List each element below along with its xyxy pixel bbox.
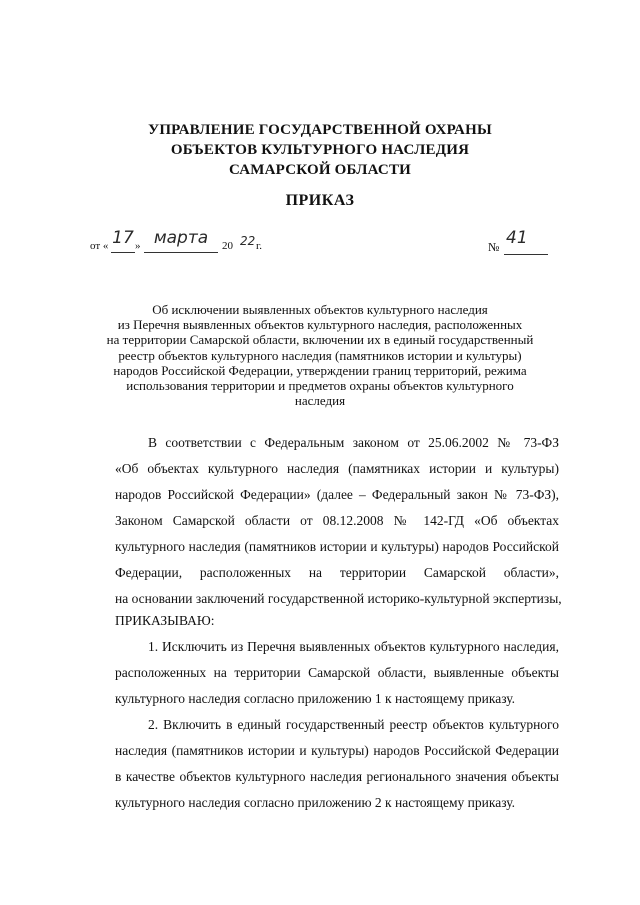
date-month-handwritten: марта	[153, 228, 209, 248]
body-line: наследия (памятников истории и культуры) народов Российской Федерации	[115, 743, 559, 758]
body-line: в качестве объектов культурного наследия регионального значения объекты	[115, 769, 559, 784]
number-value-handwritten: 41	[506, 228, 528, 248]
body-line: «Об объектах культурного наследия (памятниках истории и культуры)	[115, 461, 559, 476]
subject-line: использования территории и предметов охраны объектов культурного	[126, 378, 514, 394]
body-line: 2. Включить в единый государственный реестр объектов культурного	[148, 717, 559, 732]
order-date	[90, 228, 290, 258]
organization-title-line: САМАРСКОЙ ОБЛАСТИ	[228, 162, 412, 178]
organization-title-line: ОБЪЕКТОВ КУЛЬТУРНОГО НАСЛЕДИЯ	[170, 142, 470, 158]
order-number	[488, 228, 548, 258]
body-line: народов Российской Федерации» (далее – Федеральный закон № 73-ФЗ),	[115, 487, 559, 502]
body-line: культурного наследия согласно приложению 1 к настоящему приказу.	[115, 691, 516, 706]
date-year-handwritten: 22	[240, 234, 256, 248]
body-line: 1. Исключить из Перечня выявленных объектов культурного наследия,	[148, 639, 559, 654]
body-line: Федерации, расположенных на территории Самарской области»,	[115, 565, 559, 580]
body-line: расположенных на территории Самарской области, выявленные объекты	[115, 665, 559, 680]
document-type: ПРИКАЗ	[285, 192, 355, 209]
subject-line: на территории Самарской области, включении их в единый государственный	[106, 332, 534, 348]
organization-title-line: УПРАВЛЕНИЕ ГОСУДАРСТВЕННОЙ ОХРАНЫ	[148, 122, 492, 138]
body-line: культурного наследия (памятников истории и культуры) народов Российской	[115, 539, 559, 554]
number-sign: №	[488, 240, 500, 254]
date-year-prefix: 20	[222, 240, 233, 252]
organization-title	[110, 120, 530, 180]
body-line: на основании заключений государственной историко-культурной экспертизы,	[115, 591, 562, 606]
date-prefix: от «	[90, 240, 109, 252]
body-line: Законом Самарской области от 08.12.2008 № 142-ГД «Об объектах	[115, 513, 559, 528]
date-day-handwritten: 17	[112, 228, 134, 248]
subject-line: наследия	[294, 393, 346, 409]
subject-line: из Перечня выявленных объектов культурного наследия, расположенных	[117, 317, 523, 333]
date-day-underline	[111, 252, 135, 253]
subject-line: народов Российской Федерации, утверждении границ территорий, режима	[113, 362, 527, 378]
body-line: В соответствии с Федеральным законом от 25.06.2002 № 73-ФЗ	[148, 435, 559, 450]
body-line: культурного наследия согласно приложению 2 к настоящему приказу.	[115, 795, 516, 810]
subject-line: Об исключении выявленных объектов культурного наследия	[152, 302, 488, 317]
subject-line: реестр объектов культурного наследия (памятников истории и культуры)	[118, 347, 522, 363]
date-month-underline	[144, 252, 218, 253]
body-line-order-verb: ПРИКАЗЫВАЮ:	[115, 613, 215, 628]
number-underline	[504, 254, 548, 255]
date-year-suffix: г.	[256, 240, 263, 252]
order-subject	[104, 302, 536, 408]
date-close-quote: »	[135, 240, 141, 252]
